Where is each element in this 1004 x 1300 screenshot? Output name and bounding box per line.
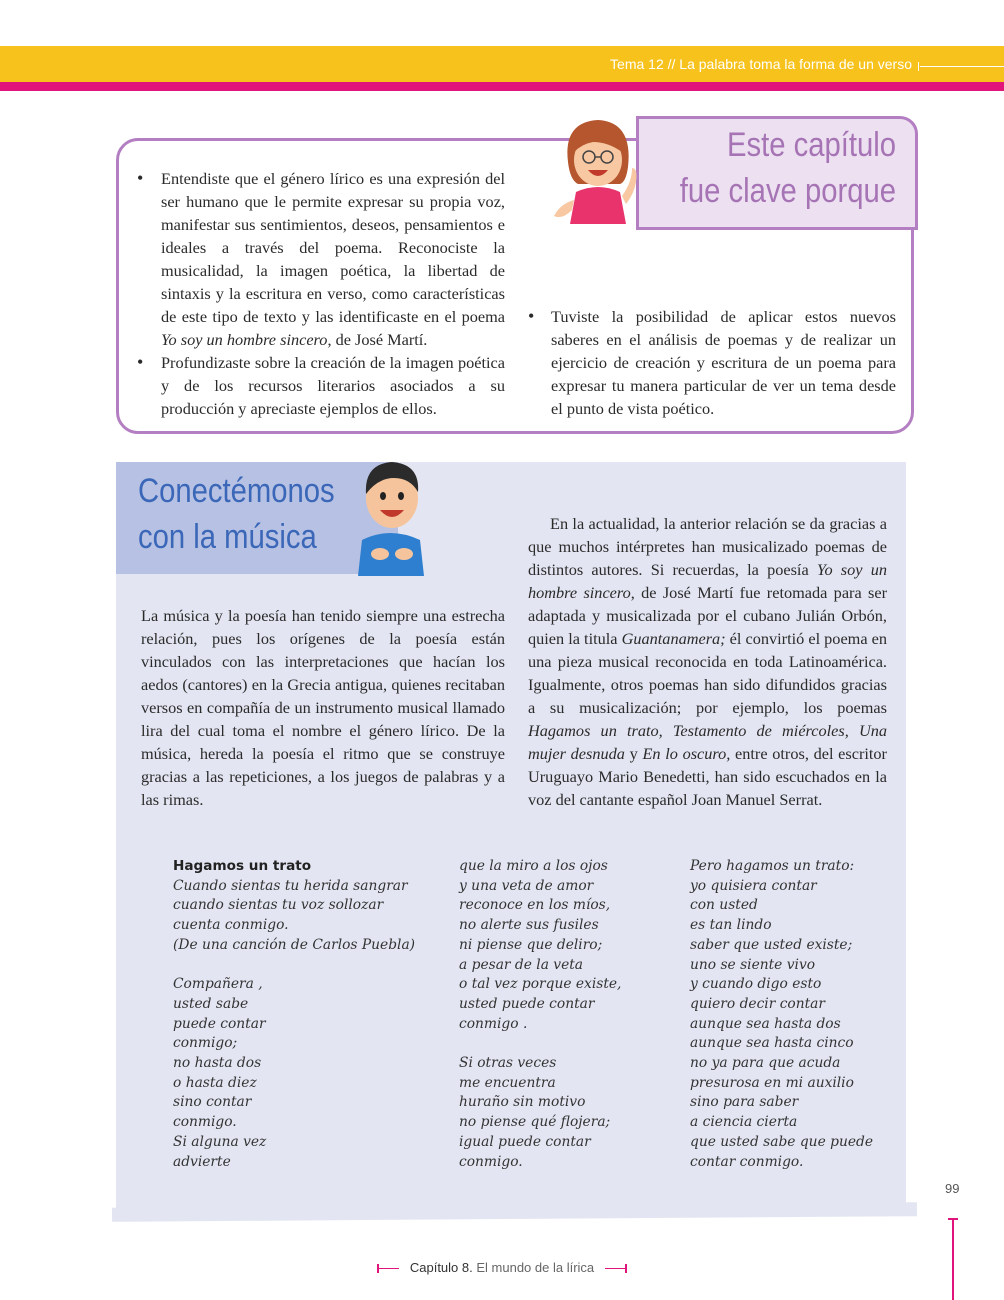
bullet-dot: • xyxy=(137,168,144,188)
poem-line: y cuando digo esto xyxy=(690,976,822,993)
footer-rule-left xyxy=(377,1268,399,1270)
poem-column-2 xyxy=(459,857,679,1172)
chapter-footer xyxy=(0,1260,1004,1275)
footer-rule-right xyxy=(605,1268,627,1270)
poem-column-1 xyxy=(173,857,433,1172)
poem-line: puede contar xyxy=(173,1015,266,1032)
poem-line: me encuentra xyxy=(459,1074,556,1091)
poem-line: no piense qué flojera; xyxy=(459,1114,611,1131)
poem-line: cuando sientas tu voz sollozar xyxy=(173,897,384,914)
poem-column-3 xyxy=(690,857,890,1172)
poem-line: Si alguna vez xyxy=(173,1133,267,1150)
poem-lines-3 xyxy=(690,857,890,1172)
poem-line: conmigo. xyxy=(173,1114,237,1131)
music-title-line2: con la música xyxy=(138,518,317,556)
key-point-3: Tuviste la posibilidad de aplicar estos nuevos saberes en el análisis de poemas y de realizar un ejercicio de creación y escritura de un poema para expresar tu manera particular de ver un tema desde el punto de vista poético. xyxy=(551,307,896,418)
topic-label: Tema 12 // La palabra toma la forma de un verso xyxy=(610,56,912,72)
poem-line: y una veta de amor xyxy=(459,877,594,894)
poem-line: es tan lindo xyxy=(690,917,772,934)
poem-line: yo quisiera contar xyxy=(690,877,817,894)
key-point-1: Entendiste que el género lírico es una expresión del ser humano que le permite expresar su propia voz, manifestar sus sentimientos, deseos, pensamientos e ideales a través del poema. Reconociste la musicalidad, la imagen poética, la libertad de sintaxis y la escritura en verso, como características de este tipo de texto y las identificaste en el poema Yo soy un hombre sincero, de José Martí. xyxy=(161,169,505,349)
poem-line: a ciencia cierta xyxy=(690,1114,798,1131)
poem-line: usted puede contar xyxy=(459,995,595,1012)
boy-character-illustration xyxy=(350,456,430,578)
poem-line: Pero hagamos un trato: xyxy=(690,858,855,874)
poem-line: sino contar xyxy=(173,1094,252,1111)
poem-line: conmigo; xyxy=(173,1035,238,1052)
poem-line: advierte xyxy=(173,1153,231,1170)
poem-line: uno se siente vivo xyxy=(690,956,816,973)
poem-line xyxy=(173,956,433,976)
header-rule xyxy=(920,66,1004,67)
poem-line: a pesar de la veta xyxy=(459,956,584,973)
chapter-title: El mundo de la lírica xyxy=(476,1260,595,1275)
poem-line: sino para saber xyxy=(690,1094,799,1111)
poem-line: que la miro a los ojos xyxy=(459,858,608,874)
poem-line: Cuando sientas tu herida sangrar xyxy=(173,877,408,894)
poem-line: contar conmigo. xyxy=(690,1153,804,1170)
poem-line: conmigo . xyxy=(459,1015,528,1032)
poem-lines-2 xyxy=(459,857,679,1172)
poem-line: cuenta conmigo. xyxy=(173,917,289,934)
music-right-paragraph: En la actualidad, la anterior relación se da gracias a que muchos intérpretes han musicalizado poemas de distintos autores. Si recuerdas, la poesía Yo soy un hombre sincero, de José Martí fue retomada para ser adaptada y musicalizada por el cubano Julián Orbón, quien la titula Guantanamera; él convirtió el poema en una pieza musical reconocida en toda Latinoamérica. Igualmente, otros poemas han sido difundidos gracias a su musicalización; por ejemplo, los poemas Hagamos un trato, Testamento de miércoles, Una mujer desnuda y En lo oscuro, entre otros, del escritor Uruguayo Mario Benedetti, han sido escuchados en la voz del cantante español Joan Manuel Serrat. xyxy=(528,514,888,809)
poem-line: o tal vez porque existe, xyxy=(459,976,622,993)
poem-lines-1 xyxy=(173,877,433,1173)
bullet-dot: • xyxy=(137,352,144,372)
bullet-dot: • xyxy=(528,306,535,326)
music-title-line1: Conectémonos xyxy=(138,472,335,510)
poem-title: Hagamos un trato xyxy=(173,858,312,874)
poem-line: igual puede contar xyxy=(459,1133,591,1150)
poem-line: saber que usted existe; xyxy=(690,936,853,953)
page-number: 99 xyxy=(945,1181,960,1196)
poem-line: conmigo. xyxy=(459,1153,523,1170)
poem-line: que usted sabe que puede xyxy=(690,1133,873,1150)
chapter-number: Capítulo 8. xyxy=(409,1260,473,1275)
poem-line: reconoce en los míos, xyxy=(459,897,611,914)
key-point-2: Profundizaste sobre la creación de la imagen poética y de los recursos literarios asociados a su producción y apreciaste ejemplos de ellos. xyxy=(161,353,505,418)
poem-line: usted sabe xyxy=(173,995,249,1012)
girl-character-illustration xyxy=(548,112,648,227)
header-stripe xyxy=(0,82,1004,91)
key-points-title-line1: Este capítulo xyxy=(726,126,896,164)
page-rule xyxy=(952,1218,954,1300)
poem-line: quiero decir contar xyxy=(690,995,825,1012)
poem-line: Compañera , xyxy=(173,976,263,993)
poem-line: ni piense que deliro; xyxy=(459,936,603,953)
poem-line xyxy=(459,1034,679,1054)
poem-line: no ya para que acuda xyxy=(690,1055,841,1072)
poem-line: aunque sea hasta dos xyxy=(690,1015,841,1032)
poem-line: no hasta dos xyxy=(173,1055,262,1072)
poem-line: presurosa en mi auxilio xyxy=(690,1074,854,1091)
poem-line: aunque sea hasta cinco xyxy=(690,1035,854,1052)
header-rule-tick xyxy=(918,62,919,71)
poem-line: (De una canción de Carlos Puebla) xyxy=(173,936,416,953)
poem-line: Si otras veces xyxy=(459,1055,557,1072)
music-left-paragraph: La música y la poesía han tenido siempre una estrecha relación, pues los orígenes de la poesía están vinculados con las interpretaciones que hacían los aedos (cantores) en la Grecia antigua, quienes recitaban versos en compañía de un instrumento musical llamado lira del cual toma el nombre el género lírico. De la música, hereda la poesía el ritmo que se construye gracias a las repeticiones, a los juegos de palabras y a las rimas. xyxy=(141,606,505,809)
poem-line: no alerte sus fusiles xyxy=(459,917,599,934)
poem-line: huraño sin motivo xyxy=(459,1094,586,1111)
poem-line: o hasta diez xyxy=(173,1074,257,1091)
key-points-title-line2: fue clave porque xyxy=(679,172,896,210)
poem-line: con usted xyxy=(690,897,758,914)
